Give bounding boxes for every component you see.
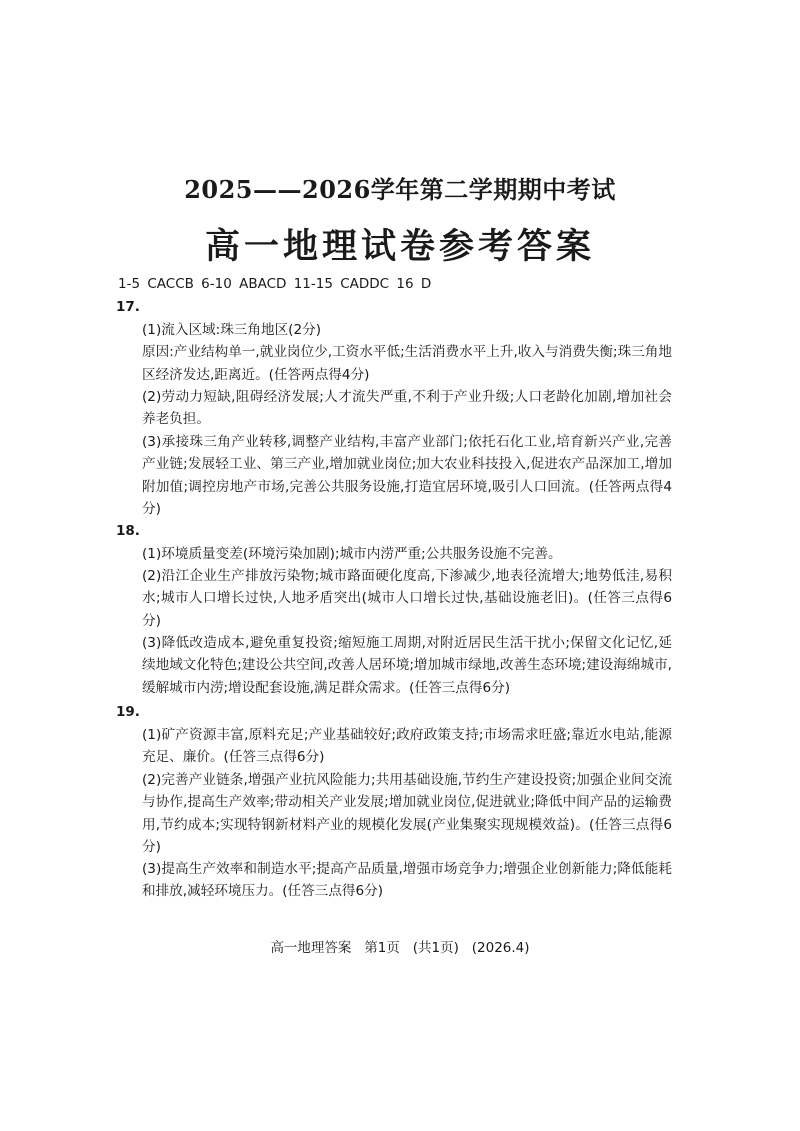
q17-answer-1: (1)流入区域:珠三角地区(2分) 原因:产业结构单一,就业岗位少,工资水平低;生活消费水平上升,收入与消费失衡;珠三角地区经济发达,距离近。(任答两点得4分): [142, 322, 672, 383]
question-18-number: 18.: [116, 523, 140, 539]
q18-answer-3: (3)降低改造成本,避免重复投资;缩短施工周期,对附近居民生活干扰小;保留文化记忆,延续地域文化特色;建设公共空间,改善人居环境;增加城市绿地,改善生态环境;建设海绵城市,缓解城市内涝;增设配套设施,满足群众需求。(任答三点得6分): [142, 635, 672, 696]
q18-answer-1: (1)环境质量变差(环境污染加剧);城市内涝严重;公共服务设施不完善。: [142, 546, 562, 562]
page-footer: 高一地理答案 第1页 (共1页) (2026.4): [270, 940, 530, 956]
q19-answer-1: (1)矿产资源丰富,原料充足;产业基础较好;政府政策支持;市场需求旺盛;靠近水电站,能源充足、廉价。(任答三点得6分): [142, 727, 672, 766]
q19-answer-2: (2)完善产业链条,增强产业抗风险能力;共用基础设施,节约生产建设投资;加强企业间交流与协作,提高生产效率;带动相关产业发展;增加就业岗位,促进就业;降低中间产品的运输费用,节约成本;实现特钢新材料产业的规模化发展(产业集聚实现规模效益)。(任答三点得6分): [142, 772, 672, 856]
question-19-number: 19.: [116, 704, 140, 720]
exam-title: 2025——2026学年第二学期期中考试: [184, 175, 616, 204]
q19-answer-3: (3)提高生产效率和制造水平;提高产品质量,增强市场竞争力;增强企业创新能力;降低能耗和排放,减轻环境压力。(任答三点得6分): [142, 861, 672, 900]
q17-answer-2: (2)劳动力短缺,阻碍经济发展;人才流失严重,不利于产业升级;人口老龄化加剧,增加社会养老负担。: [142, 389, 672, 428]
q18-answer-2: (2)沿江企业生产排放污染物;城市路面硬化度高,下渗减少,地表径流增大;地势低洼,易积水;城市人口增长过快,人地矛盾突出(城市人口增长过快,基础设施老旧)。(任答三点得6分): [142, 568, 672, 629]
choice-answers: 1-5 CACCB 6-10 ABACD 11-15 CADDC 16 D: [118, 276, 432, 292]
question-17-number: 17.: [116, 299, 140, 315]
q17-answer-3: (3)承接珠三角产业转移,调整产业结构,丰富产业部门;依托石化工业,培育新兴产业,完善产业链;发展轻工业、第三产业,增加就业岗位;加大农业科技投入,促进农产品深加工,增加附加值;调控房地产市场,完善公共服务设施,打造宜居环境,吸引人口回流。(任答两点得4分): [142, 434, 672, 518]
document-title: 高一地理试卷参考答案: [204, 226, 595, 267]
